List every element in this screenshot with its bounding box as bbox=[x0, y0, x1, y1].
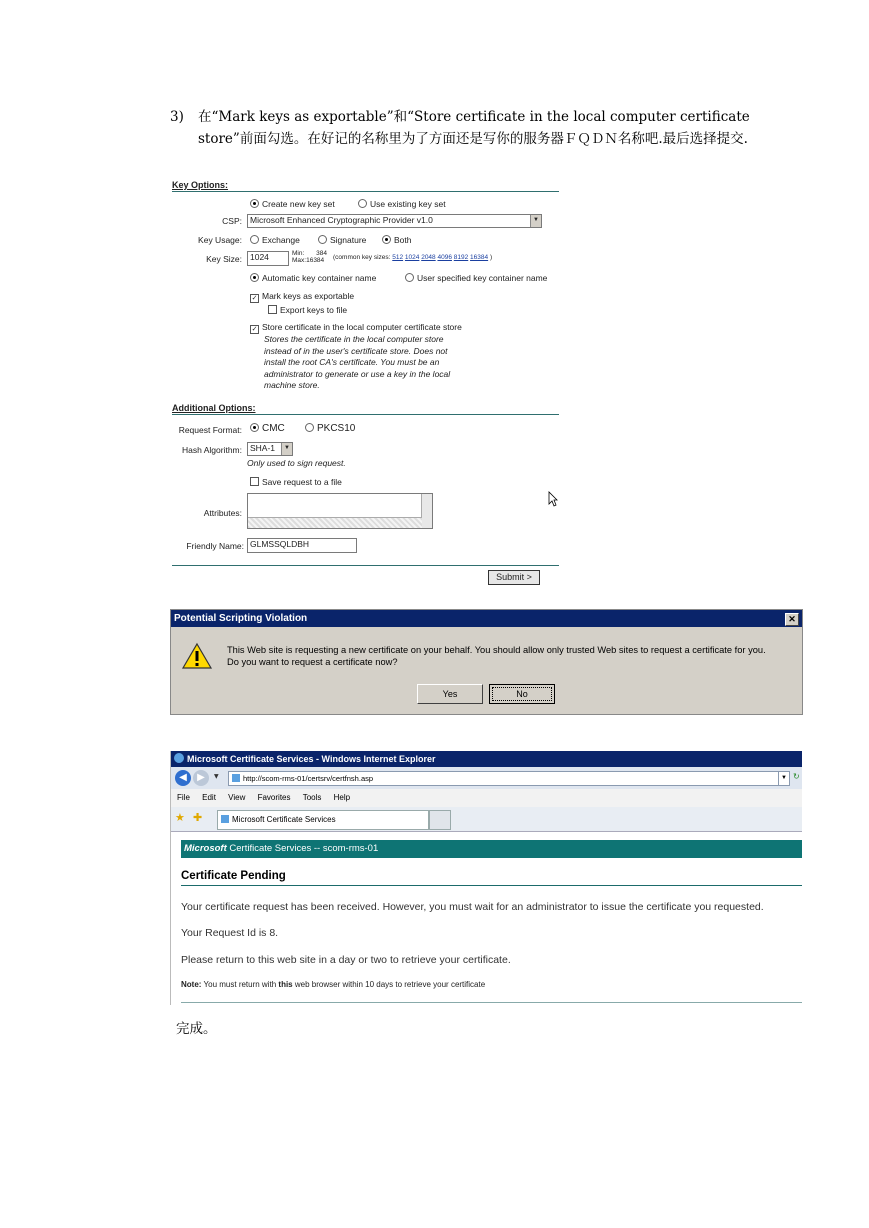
banner-brand: Microsoft bbox=[184, 843, 227, 854]
usage-signature-radio[interactable]: Signature bbox=[318, 235, 366, 245]
checkbox-icon bbox=[268, 305, 277, 314]
use-existing-key-set-radio[interactable]: Use existing key set bbox=[358, 199, 446, 209]
dialog-title: Potential Scripting Violation bbox=[174, 613, 308, 624]
hash-algorithm-select[interactable]: SHA-1 ▼ bbox=[247, 442, 293, 456]
favorites-star-icon[interactable]: ★ bbox=[175, 811, 185, 824]
key-size-range: Min: 384 Max:16384 bbox=[292, 250, 327, 264]
key-usage-label: Key Usage: bbox=[198, 235, 242, 245]
radio-icon bbox=[318, 235, 327, 244]
radio-selected-icon bbox=[382, 235, 391, 244]
tab-bar bbox=[171, 807, 802, 832]
csp-select[interactable]: Microsoft Enhanced Cryptographic Provider v1.0 ▼ bbox=[247, 214, 542, 228]
page-icon bbox=[232, 774, 240, 782]
radio-icon bbox=[405, 273, 414, 282]
browser-title: Microsoft Certificate Services - Windows Internet Explorer bbox=[187, 754, 436, 764]
done-text: 完成。 bbox=[176, 1021, 217, 1037]
key-size-link[interactable]: 8192 bbox=[453, 254, 469, 261]
key-size-link[interactable]: 4096 bbox=[437, 254, 452, 261]
warning-icon bbox=[181, 642, 213, 670]
radio-selected-icon bbox=[250, 273, 259, 282]
key-options-form bbox=[172, 178, 562, 588]
menu-edit[interactable]: Edit bbox=[202, 793, 216, 802]
key-size-link[interactable]: 1024 bbox=[404, 254, 420, 261]
chevron-down-icon[interactable]: ▼ bbox=[214, 773, 219, 780]
auto-container-radio[interactable]: Automatic key container name bbox=[250, 273, 376, 283]
usage-both-radio[interactable]: Both bbox=[382, 235, 412, 245]
create-new-key-set-radio[interactable]: Create new key set bbox=[250, 199, 335, 209]
forward-icon[interactable]: ▶ bbox=[193, 770, 209, 786]
refresh-icon[interactable]: ↻ bbox=[793, 772, 800, 781]
address-input[interactable]: http://scom-rms-01/certsrv/certfnsh.asp ▼ bbox=[228, 771, 790, 786]
footer-divider bbox=[181, 1002, 802, 1003]
key-size-link[interactable]: 2048 bbox=[421, 254, 436, 261]
chevron-down-icon[interactable]: ▼ bbox=[778, 772, 789, 785]
radio-icon bbox=[305, 423, 314, 432]
key-size-input[interactable]: 1024 bbox=[247, 251, 289, 266]
heading-divider bbox=[181, 885, 802, 886]
chevron-down-icon[interactable]: ▼ bbox=[281, 443, 292, 455]
tab-certificate-services[interactable]: Microsoft Certificate Services bbox=[217, 810, 429, 830]
menu-view[interactable]: View bbox=[228, 793, 246, 802]
chevron-down-icon[interactable]: ▼ bbox=[530, 215, 541, 227]
vertical-scrollbar[interactable] bbox=[421, 494, 432, 528]
export-to-file-checkbox[interactable]: Export keys to file bbox=[268, 305, 347, 315]
friendly-name-label: Friendly Name: bbox=[186, 541, 244, 551]
key-size-link[interactable]: 512 bbox=[392, 254, 404, 261]
radio-icon bbox=[358, 199, 367, 208]
usage-exchange-radio[interactable]: Exchange bbox=[250, 235, 300, 245]
radio-icon bbox=[250, 235, 259, 244]
mark-exportable-checkbox[interactable]: ✓ Mark keys as exportable bbox=[251, 291, 355, 302]
key-size-label: Key Size: bbox=[206, 254, 242, 264]
attributes-label: Attributes: bbox=[203, 508, 242, 518]
radio-selected-icon bbox=[250, 423, 259, 432]
dialog-title-bar bbox=[171, 610, 802, 627]
store-local-checkbox[interactable]: ✓ Store certificate in the local computer certificate store bbox=[251, 322, 462, 333]
key-size-link[interactable]: 16384 bbox=[470, 254, 489, 261]
check-icon: ✓ bbox=[251, 295, 258, 302]
submit-button[interactable]: Submit > bbox=[488, 570, 540, 585]
page-icon bbox=[221, 815, 229, 823]
menu-favorites[interactable]: Favorites bbox=[257, 793, 291, 802]
attributes-textarea[interactable] bbox=[247, 493, 433, 529]
additional-options-heading: Additional Options: bbox=[172, 403, 256, 413]
checkbox-icon bbox=[250, 477, 259, 486]
note-text: Note: You must return with this web browser within 10 days to retrieve your certificate bbox=[181, 980, 486, 989]
format-cmc-radio[interactable]: CMC bbox=[250, 423, 285, 434]
horizontal-scrollbar[interactable] bbox=[248, 517, 422, 528]
ie-browser-window bbox=[170, 751, 802, 1005]
format-pkcs10-radio[interactable]: PKCS10 bbox=[305, 423, 355, 434]
cursor-arrow-icon bbox=[548, 491, 558, 507]
page-heading: Certificate Pending bbox=[181, 870, 286, 882]
common-key-sizes: (common key sizes: 512 1024 2048 4096 8192 16384 ) bbox=[333, 254, 493, 261]
yes-button[interactable]: Yes bbox=[417, 684, 483, 704]
check-icon: ✓ bbox=[251, 326, 258, 333]
close-icon[interactable]: ✕ bbox=[785, 613, 799, 626]
step-text: 在“Mark keys as exportable”和“Store certificate in the local computer certificate store”前面勾选。在好记的名称里为了方面还是写你的服务器ＦＱＤＮ名称吧.最后选择提交. bbox=[198, 109, 750, 147]
address-bar-row bbox=[171, 767, 802, 789]
store-note: Stores the certificate in the local computer store instead of in the user's certificate store. Does not install the root CA's certificate. You must be an administrator to generate or use a key in the local machine store. bbox=[264, 334, 451, 390]
pending-message: Your certificate request has been received. However, you must wait for an administrator to issue the certificate you requested. bbox=[181, 901, 764, 913]
user-container-radio[interactable]: User specified key container name bbox=[405, 273, 547, 283]
no-button[interactable]: No bbox=[489, 684, 555, 704]
key-options-heading: Key Options: bbox=[172, 180, 229, 190]
section-divider bbox=[172, 565, 559, 566]
hash-note: Only used to sign request. bbox=[247, 458, 346, 468]
menu-bar bbox=[171, 789, 802, 807]
friendly-name-input[interactable]: GLMSSQLDBH bbox=[247, 538, 357, 553]
save-request-checkbox[interactable]: Save request to a file bbox=[250, 477, 342, 487]
certificate-services-banner bbox=[181, 840, 802, 858]
scripting-violation-dialog bbox=[170, 609, 803, 715]
step-number: 3) bbox=[170, 109, 184, 125]
csp-label: CSP: bbox=[222, 216, 242, 226]
browser-title-bar bbox=[171, 751, 802, 767]
return-message: Please return to this web site in a day or two to retrieve your certificate. bbox=[181, 954, 511, 966]
back-icon[interactable]: ◀ bbox=[175, 770, 191, 786]
hash-algorithm-label: Hash Algorithm: bbox=[182, 445, 242, 455]
dialog-message: This Web site is requesting a new certificate on your behalf. You should allow only trusted Web sites to request a certificate for you. Do you want to request a certificate now? bbox=[227, 645, 766, 667]
request-id: Your Request Id is 8. bbox=[181, 927, 279, 939]
add-favorite-icon[interactable]: ✚ bbox=[193, 811, 203, 824]
new-tab-button[interactable] bbox=[429, 810, 451, 830]
menu-tools[interactable]: Tools bbox=[302, 793, 322, 802]
radio-selected-icon bbox=[250, 199, 259, 208]
ie-logo-icon bbox=[174, 753, 184, 763]
section-divider bbox=[172, 414, 559, 415]
menu-file[interactable]: File bbox=[177, 793, 190, 802]
section-divider bbox=[172, 191, 559, 192]
menu-help[interactable]: Help bbox=[333, 793, 351, 802]
banner-text: Certificate Services -- scom-rms-01 bbox=[229, 843, 379, 854]
request-format-label: Request Format: bbox=[178, 425, 242, 435]
